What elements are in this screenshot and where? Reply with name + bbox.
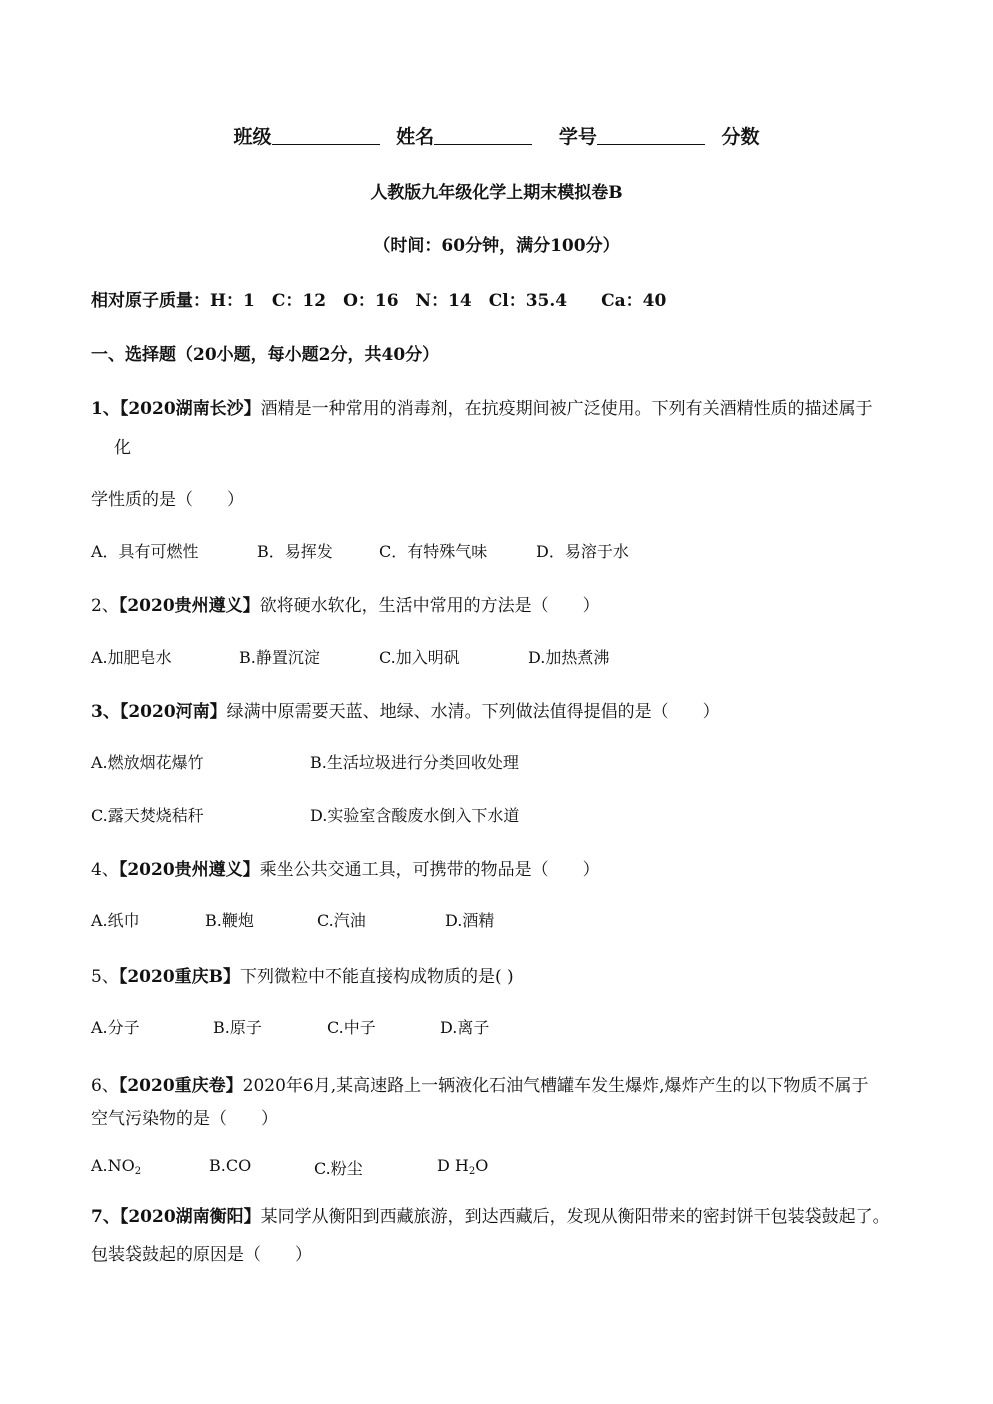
id-blank[interactable] <box>597 126 705 145</box>
option-d[interactable]: D．易溶于水 <box>536 542 629 561</box>
option-b[interactable]: B.静置沉淀 <box>239 648 320 667</box>
option-d[interactable]: D.加热煮沸 <box>528 648 610 667</box>
option-a[interactable]: A.加肥皂水 <box>91 648 172 667</box>
question-5: 5、【2020重庆B】下列微粒中不能直接构成物质的是( ) <box>91 967 514 987</box>
question-6: 6、【2020重庆卷】2020年6月,某高速路上一辆液化石油气槽罐车发生爆炸,爆炸产生的以下物质不属于 <box>91 1076 869 1096</box>
name-blank[interactable] <box>434 126 532 145</box>
section-heading: 一、选择题（20小题，每小题2分，共40分） <box>91 345 440 365</box>
question-3: 3、【2020河南】绿满中原需要天蓝、地绿、水清。下列做法值得提倡的是（ ） <box>91 702 720 722</box>
option-c[interactable]: C.露天焚烧秸秆 <box>91 806 204 825</box>
question-4: 4、【2020贵州遵义】乘坐公共交通工具，可携带的物品是（ ） <box>91 860 600 880</box>
option-c[interactable]: C．有特殊气味 <box>379 542 488 561</box>
question-2: 2、【2020贵州遵义】欲将硬水软化，生活中常用的方法是（ ） <box>91 596 600 616</box>
option-b[interactable]: B.原子 <box>213 1018 262 1037</box>
question-source: 【2020贵州遵义】 <box>118 860 260 880</box>
atomic-mass-line: 相对原子质量：H：1 C：12 O：16 N：14 Cl：35.4 Ca：40 <box>91 291 667 311</box>
id-label: 学号 <box>558 126 597 148</box>
option-c[interactable]: C.中子 <box>327 1018 376 1037</box>
option-a[interactable]: A.纸巾 <box>91 911 140 930</box>
question-source: 【2020河南】 <box>119 702 227 722</box>
option-a[interactable]: A.分子 <box>91 1018 140 1037</box>
question-6-cont: 空气污染物的是（ ） <box>91 1109 278 1129</box>
question-source: 【2020重庆B】 <box>118 967 241 987</box>
option-c[interactable]: C.加入明矾 <box>379 648 460 667</box>
option-c[interactable]: C.汽油 <box>317 911 366 930</box>
option-a[interactable]: $A.NO_2$ <box>91 1156 142 1177</box>
question-7: 7、【2020湖南衡阳】某同学从衡阳到西藏旅游，到达西藏后，发现从衡阳带来的密封饼干包装袋鼓起了。 <box>91 1207 890 1227</box>
exam-subtitle: （时间：60分钟，满分100分） <box>373 236 620 256</box>
question-source: 【2020贵州遵义】 <box>118 596 260 616</box>
option-a[interactable]: A.燃放烟花爆竹 <box>91 753 204 772</box>
option-a[interactable]: A．具有可燃性 <box>91 542 199 561</box>
question-1: 1、【2020湖南长沙】酒精是一种常用的消毒剂，在抗疫期间被广泛使用。下列有关酒精性质的描述属于 <box>91 399 873 419</box>
option-d[interactable]: D $H_2O$ <box>437 1156 489 1177</box>
score-label: 分数 <box>721 126 760 148</box>
question-source: 【2020湖南长沙】 <box>119 399 261 419</box>
question-source: 【2020重庆卷】 <box>118 1076 243 1096</box>
name-label: 姓名 <box>396 126 435 148</box>
question-1-cont2: 学性质的是（ ） <box>91 490 244 510</box>
class-label: 班级 <box>233 126 272 148</box>
option-d[interactable]: D.实验室含酸废水倒入下水道 <box>310 806 520 825</box>
question-source: 【2020湖南衡阳】 <box>119 1207 261 1227</box>
option-b[interactable]: B．易挥发 <box>257 542 333 561</box>
option-d[interactable]: D.酒精 <box>445 911 495 930</box>
exam-title: 人教版九年级化学上期末模拟卷B <box>370 183 623 203</box>
option-c[interactable]: C.粉尘 <box>314 1159 363 1178</box>
question-7-cont: 包装袋鼓起的原因是（ ） <box>91 1245 312 1265</box>
option-d[interactable]: D.离子 <box>440 1018 490 1037</box>
question-1-cont: 化 <box>114 438 131 458</box>
option-b[interactable]: B.CO <box>209 1156 252 1175</box>
option-b[interactable]: B.生活垃圾进行分类回收处理 <box>310 753 519 772</box>
option-b[interactable]: B.鞭炮 <box>205 911 254 930</box>
student-info-line <box>0 122 993 149</box>
class-blank[interactable] <box>272 126 380 145</box>
